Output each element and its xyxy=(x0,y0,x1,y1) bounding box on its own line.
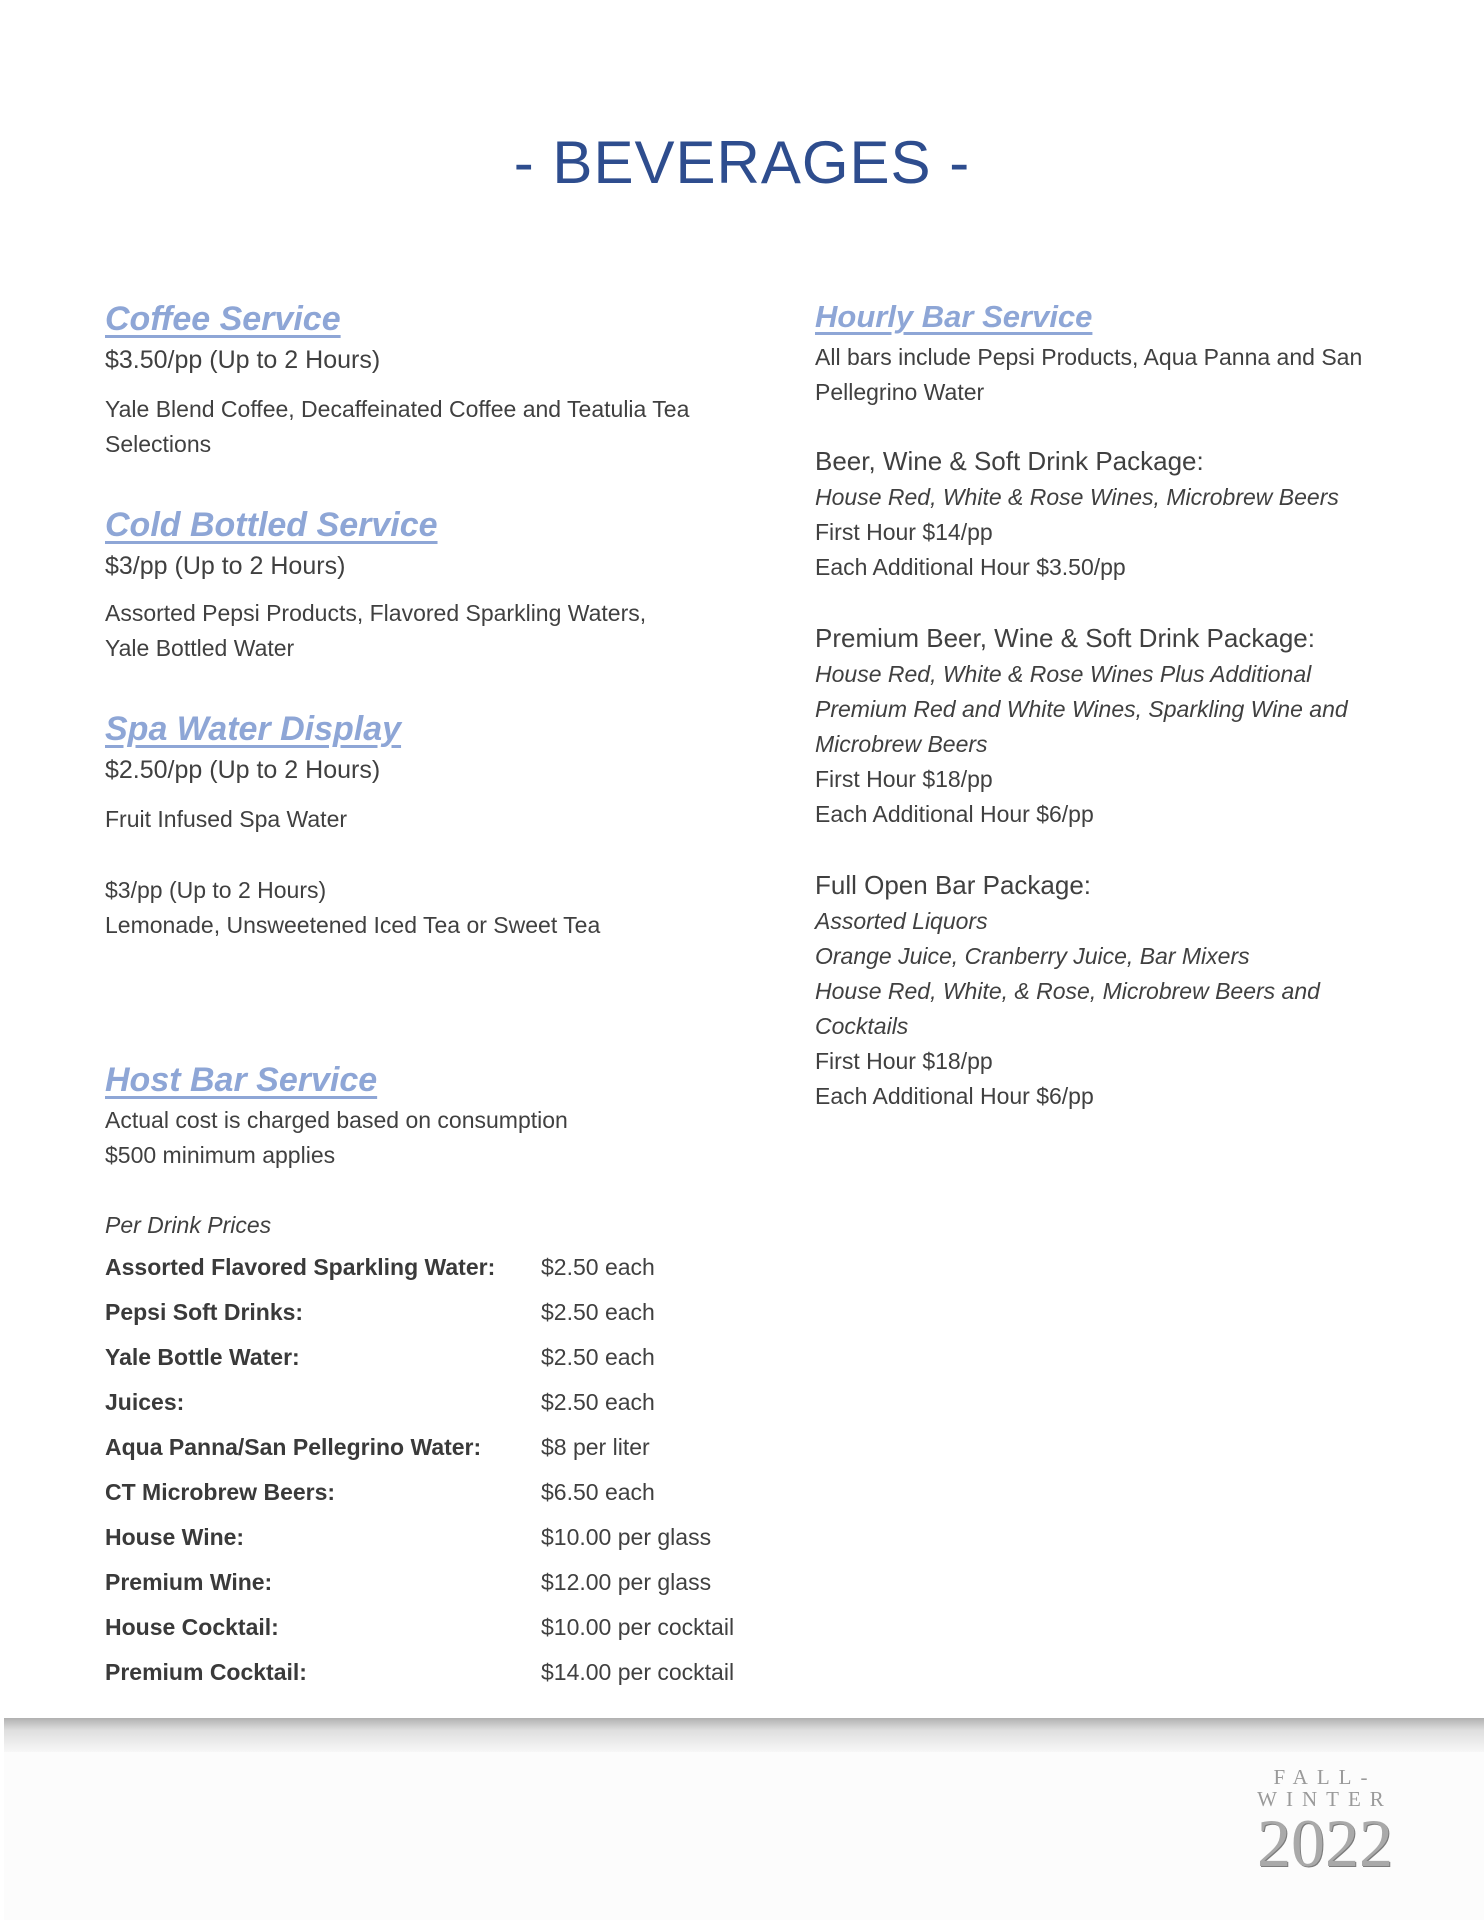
package-price: Each Additional Hour $6/pp xyxy=(815,801,1094,827)
coffee-service-title: Coffee Service xyxy=(105,300,341,338)
coffee-service-desc-line: Yale Blend Coffee, Decaffeinated Coffee and Teatulia Tea xyxy=(105,396,690,422)
package-price: First Hour $18/pp xyxy=(815,1048,993,1074)
drink-name: Yale Bottle Water: xyxy=(105,1344,300,1370)
package-item: House Red, White & Rose Wines Plus Additional xyxy=(815,661,1312,687)
season-line-winter: WINTER xyxy=(1257,1787,1393,1811)
per-drink-price-table xyxy=(105,1245,765,1695)
package-full-open-bar xyxy=(815,866,1415,1114)
drink-name: House Wine: xyxy=(105,1524,245,1550)
spa-water-display-price: $2.50/pp (Up to 2 Hours) xyxy=(105,756,381,784)
package-price: Each Additional Hour $3.50/pp xyxy=(815,554,1126,580)
cold-bottled-service-price: $3/pp (Up to 2 Hours) xyxy=(105,552,346,580)
left-column xyxy=(105,296,765,1695)
package-price: First Hour $18/pp xyxy=(815,766,993,792)
drink-name: CT Microbrew Beers: xyxy=(105,1479,336,1505)
coffee-service-desc-line: Selections xyxy=(105,431,212,457)
table-row xyxy=(105,1245,765,1290)
package-item: Orange Juice, Cranberry Juice, Bar Mixers xyxy=(815,943,1250,969)
drink-price: $12.00 per glass xyxy=(541,1569,712,1595)
cold-bottled-service-title: Cold Bottled Service xyxy=(105,506,438,544)
drink-price: $10.00 per cocktail xyxy=(541,1614,735,1640)
hourly-bar-service-title: Hourly Bar Service xyxy=(815,299,1093,334)
table-row xyxy=(105,1650,765,1695)
package-title: Premium Beer, Wine & Soft Drink Package: xyxy=(815,623,1315,653)
table-row xyxy=(105,1380,765,1425)
table-row xyxy=(105,1560,765,1605)
table-row xyxy=(105,1605,765,1650)
table-row xyxy=(105,1470,765,1515)
package-title: Full Open Bar Package: xyxy=(815,870,1092,900)
coffee-service-price: $3.50/pp (Up to 2 Hours) xyxy=(105,346,381,374)
spa-water-display-title: Spa Water Display xyxy=(105,710,402,748)
per-drink-prices-label: Per Drink Prices xyxy=(105,1212,272,1238)
drink-name: Premium Cocktail: xyxy=(105,1659,307,1685)
drink-price: $10.00 per glass xyxy=(541,1524,712,1550)
drink-price: $14.00 per cocktail xyxy=(541,1659,735,1685)
host-bar-service-desc-line: $500 minimum applies xyxy=(105,1142,336,1168)
drink-name: Pepsi Soft Drinks: xyxy=(105,1299,304,1325)
table-row xyxy=(105,1335,765,1380)
drink-price: $8 per liter xyxy=(541,1434,650,1460)
package-premium-beer-wine xyxy=(815,619,1415,832)
drink-price: $2.50 each xyxy=(541,1299,655,1325)
package-title: Beer, Wine & Soft Drink Package: xyxy=(815,446,1204,476)
package-item: Microbrew Beers xyxy=(815,731,988,757)
spa-water-display-desc-2: Lemonade, Unsweetened Iced Tea or Sweet Tea xyxy=(105,912,601,938)
season-year: 2022 xyxy=(1257,1805,1393,1881)
package-beer-wine xyxy=(815,442,1415,585)
drink-price: $2.50 each xyxy=(541,1344,655,1370)
host-bar-service-title: Host Bar Service xyxy=(105,1061,378,1099)
drink-name: Premium Wine: xyxy=(105,1569,273,1595)
hourly-bar-service-intro-line: All bars include Pepsi Products, Aqua Panna and San xyxy=(815,344,1363,370)
season-line-fall: FALL- xyxy=(1273,1765,1377,1789)
drink-name: Juices: xyxy=(105,1389,185,1415)
hourly-bar-service-intro-line: Pellegrino Water xyxy=(815,379,985,405)
page-title: - BEVERAGES - xyxy=(513,129,971,196)
spa-water-display-price-2: $3/pp (Up to 2 Hours) xyxy=(105,877,327,903)
cold-bottled-service-desc-line: Assorted Pepsi Products, Flavored Sparkling Waters, xyxy=(105,600,647,626)
package-price: Each Additional Hour $6/pp xyxy=(815,1083,1094,1109)
drink-price: $2.50 each xyxy=(541,1254,655,1280)
cold-bottled-service-desc-line: Yale Bottled Water xyxy=(105,635,295,661)
table-row xyxy=(105,1425,765,1470)
drink-price: $6.50 each xyxy=(541,1479,655,1505)
table-row xyxy=(105,1290,765,1335)
package-item: Cocktails xyxy=(815,1013,909,1039)
host-bar-service-desc-line: Actual cost is charged based on consumption xyxy=(105,1107,568,1133)
package-item: House Red, White & Rose Wines, Microbrew Beers xyxy=(815,484,1339,510)
package-item: Assorted Liquors xyxy=(815,908,988,934)
season-mark xyxy=(1240,1765,1410,1881)
package-item: Premium Red and White Wines, Sparkling Wine and xyxy=(815,696,1348,722)
footer-shadow-divider xyxy=(4,1718,1484,1752)
drink-name: House Cocktail: xyxy=(105,1614,279,1640)
package-item: House Red, White, & Rose, Microbrew Beers and xyxy=(815,978,1320,1004)
spa-water-display-desc: Fruit Infused Spa Water xyxy=(105,806,348,832)
package-price: First Hour $14/pp xyxy=(815,519,993,545)
right-column xyxy=(815,294,1415,1114)
drink-name: Aqua Panna/San Pellegrino Water: xyxy=(105,1434,482,1460)
table-row xyxy=(105,1515,765,1560)
drink-name: Assorted Flavored Sparkling Water: xyxy=(105,1254,496,1280)
drink-price: $2.50 each xyxy=(541,1389,655,1415)
